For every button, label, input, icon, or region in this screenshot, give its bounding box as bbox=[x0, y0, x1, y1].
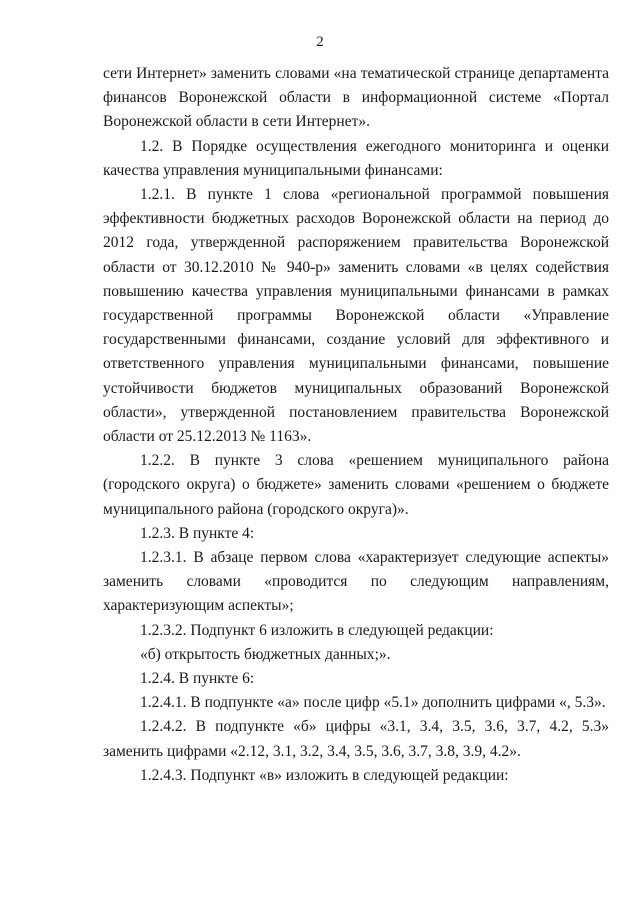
paragraph: 1.2.3.1. В абзаце первом слова «характеризует следующие аспекты» заменить словами «проводится по следующим направлениям, характеризующим аспекты»; bbox=[103, 549, 609, 615]
paragraph: 1.2.3.2. Подпункт 6 изложить в следующей редакции: bbox=[140, 621, 494, 639]
paragraph: 1.2. В Порядке осуществления ежегодного мониторинга и оценки качества управления муниципальными финансами: bbox=[103, 137, 609, 179]
paragraph: 1.2.3. В пункте 4: bbox=[140, 524, 255, 542]
paragraph: 1.2.4.2. В подпункте «б» цифры «3.1, 3.4, 3.5, 3.6, 3.7, 4.2, 5.3» заменить цифрами «2.12, 3.1, 3.2, 3.4, 3.5, 3.6, 3.7, 3.8, 3.9, 4.2». bbox=[103, 718, 609, 760]
paragraph: 1.2.2. В пункте 3 слова «решением муниципального района (городского округа) о бюджете» заменить словами «решением о бюджете муниципального района (городского округа)». bbox=[103, 452, 609, 518]
page-number: 2 bbox=[316, 34, 324, 50]
paragraph: 1.2.4.3. Подпункт «в» изложить в следующей редакции: bbox=[140, 766, 509, 784]
paragraph: сети Интернет» заменить словами «на тематической странице департамента финансов Воронежской области в информационной системе «Портал Воронежской области в сети Интернет». bbox=[103, 65, 609, 131]
paragraph: «б) открытость бюджетных данных;». bbox=[140, 645, 391, 663]
paragraph: 1.2.4.1. В подпункте «а» после цифр «5.1» дополнить цифрами «, 5.3». bbox=[140, 694, 606, 712]
paragraph: 1.2.1. В пункте 1 слова «региональной программой повышения эффективности бюджетных расходов Воронежской области на период до 2012 года, утвержденной распоряжением правительства Воронежской области от 30.12.2010 № 940-р» заменить словами «в целях содействия повышению качества управления муниципальными финансами в рамках государственной программы Воронежской области «Управление государственными финансами, создание условий для эффективного и ответственного управления муниципальными финансами, повышение устойчивости бюджетов муниципальных образований Воронежской области», утвержденной постановлением правительства Воронежской области от 25.12.2013 № 1163». bbox=[103, 186, 609, 446]
paragraph: 1.2.4. В пункте 6: bbox=[140, 670, 255, 688]
document-body bbox=[103, 62, 609, 788]
